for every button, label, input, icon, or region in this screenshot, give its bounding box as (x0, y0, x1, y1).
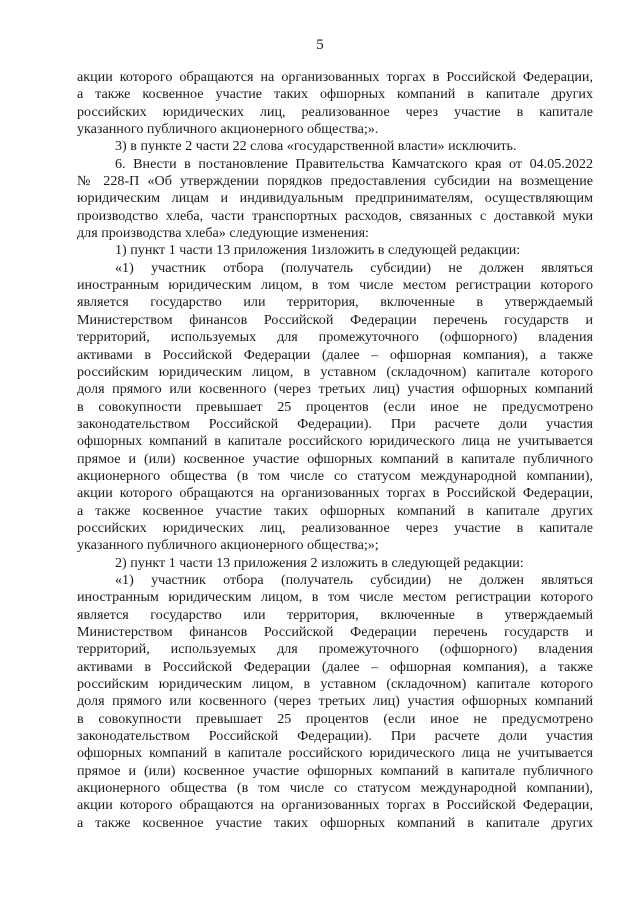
text-line: доля прямого или косвенного (через третьих лиц) участия офшорных компаний (77, 693, 593, 710)
text-line: доля прямого или косвенного (через третьих лиц) участия офшорных компаний (77, 381, 593, 398)
text-line: акции которого обращаются на организованных торгах в Российской Федерации, (77, 485, 593, 502)
text-line: российских юридических лиц, реализованное через участие в капитале (77, 103, 593, 120)
text-line: в совокупности превышает 25 процентов (если иное не предусмотрено (77, 710, 593, 727)
text-line: иностранным юридическим лицом, в том числе местом регистрации которого (77, 277, 593, 294)
text-line: «1) участник отбора (получатель субсидии) не должен являться (115, 259, 593, 276)
text-line: Министерством финансов Российской Федерации перечень государств и (77, 624, 593, 640)
text-line: «1) участник отбора (получатель субсидии) не должен являться (115, 571, 593, 588)
text-line: офшорных компаний в капитале российского юридического лица не учитывается (77, 745, 593, 762)
text-line: № 228-П «Об утверждении порядков предоставления субсидии на возмещение (77, 173, 593, 190)
text-line: а также косвенное участие таких офшорных компаний в капитале других (77, 814, 593, 831)
text-line: юридическим лицам и индивидуальным предпринимателям, осуществляющим (77, 190, 593, 207)
text-line: офшорных компаний в капитале российского юридического лица не учитывается (77, 433, 593, 450)
text-line: является государство или территория, включенные в утверждаемый (77, 294, 593, 311)
text-line: законодательством Российской Федерации). При расчете доли участия (77, 728, 593, 745)
text-line: акции которого обращаются на организованных торгах в Российской Федерации, (77, 797, 593, 814)
text-line: российским юридическим лицом, в уставном (складочном) капитале которого (77, 676, 593, 693)
text-line: прямое и (или) косвенное участие офшорных компаний в капитале публичного (77, 450, 593, 467)
text-line: а также косвенное участие таких офшорных компаний в капитале других (77, 502, 593, 519)
text-line: Министерством финансов Российской Федерации перечень государств и (77, 311, 593, 328)
text-line: территорий, используемых для промежуточного (офшорного) владения (77, 641, 593, 658)
text-line: прямое и (или) косвенное участие офшорных компаний в капитале публичного (77, 762, 593, 779)
text-line: а также косвенное участие таких офшорных компаний в капитале других (77, 86, 593, 103)
text-line: российским юридическим лицом, в уставном (складочном) капитале которого (77, 363, 593, 380)
text-line: акции которого обращаются на организованных торгах в Российской Федерации, (77, 69, 593, 85)
page-number: 5 (316, 37, 324, 53)
text-line: 1) пункт 1 части 13 приложения 1изложить в следующей редакции: (115, 242, 521, 259)
document-body (77, 69, 593, 832)
text-line: активами в Российской Федерации (далее – офшорная компания), а также (77, 346, 593, 363)
text-line: акционерного общества (в том числе со статусом международной компании), (77, 467, 593, 484)
text-line: производство хлеба, части транспортных расходов, связанных с доставкой муки (77, 207, 593, 224)
text-line: российских юридических лиц, реализованное через участие в капитале (77, 519, 593, 536)
text-line: 6. Внести в постановление Правительства Камчатского края от 04.05.2022 (115, 155, 593, 172)
text-line: для производства хлеба» следующие изменения: (77, 225, 369, 242)
text-line: указанного публичного акционерного общества;». (77, 121, 379, 138)
text-line: указанного публичного акционерного общества;»; (77, 537, 379, 554)
text-line: акционерного общества (в том числе со статусом международной компании), (77, 780, 593, 797)
text-line: 3) в пункте 2 части 22 слова «государственной власти» исключить. (115, 138, 517, 155)
text-line: территорий, используемых для промежуточного (офшорного) владения (77, 329, 593, 346)
text-line: законодательством Российской Федерации). При расчете доли участия (77, 415, 593, 432)
text-line: 2) пункт 1 части 13 приложения 2 изложить в следующей редакции: (115, 554, 524, 571)
text-line: активами в Российской Федерации (далее – офшорная компания), а также (77, 658, 593, 675)
text-line: является государство или территория, включенные в утверждаемый (77, 606, 593, 623)
text-line: в совокупности превышает 25 процентов (если иное не предусмотрено (77, 398, 593, 415)
text-line: иностранным юридическим лицом, в том числе местом регистрации которого (77, 589, 593, 606)
